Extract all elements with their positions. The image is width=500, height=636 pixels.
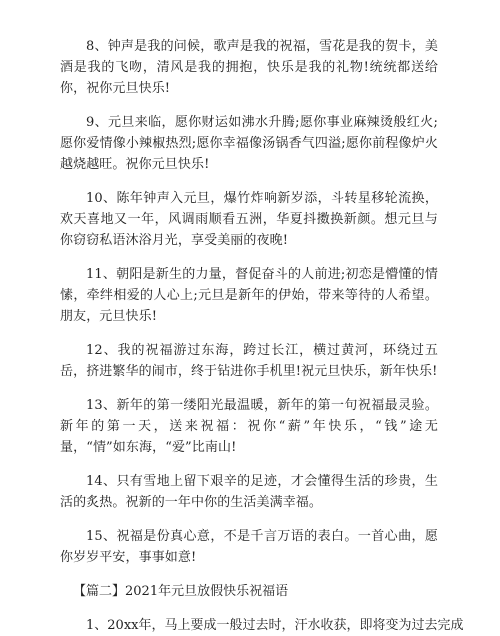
document-page (60, 36, 464, 633)
greeting-paragraph-10: 10、陈年钟声入元旦，爆竹炸响新岁添，斗转星移轮流换，欢天喜地又一年，风调雨顺看五洲，华夏抖擞换新颜。想元旦与你窃窃私语沐浴月光，享受美丽的夜晚! (60, 191, 438, 248)
greeting-paragraph-15: 15、祝福是份真心意，不是千言万语的表白。一首心曲，愿你岁岁平安，事事如意! (60, 529, 438, 565)
section-heading: 【篇二】2021年元旦放假快乐祝福语 (73, 584, 289, 599)
greeting-paragraph-14: 14、只有雪地上留下艰辛的足迹，才会懂得生活的珍贵，生活的炙热。祝新的一年中你的生活美满幸福。 (60, 474, 438, 510)
greeting-paragraph-13: 13、新年的第一缕阳光最温暖，新年的第一句祝福最灵验。新年的第一天，送来祝福：祝你“薪”年快乐，“钱”途无量，“情”如东海，“爱”比南山! (60, 398, 438, 455)
cut-off-line: 1、20xx年，马上要成一般过去时，汗水收获，即将变为过去完成 (86, 618, 464, 633)
greeting-paragraph-12: 12、我的祝福游过东海，跨过长江，横过黄河，环绕过五岳，挤进繁华的闹市，终于钻进你手机里!祝元旦快乐，新年快乐! (60, 343, 438, 379)
greeting-paragraph-8: 8、钟声是我的问候，歌声是我的祝福，雪花是我的贺卡，美酒是我的飞吻，清风是我的拥抱，快乐是我的礼物!统统都送给你，祝你元旦快乐! (60, 39, 438, 96)
greeting-paragraph-11: 11、朝阳是新生的力量，督促奋斗的人前进;初恋是懵懂的情愫，牵绊相爱的人心上;元旦是新年的伊始，带来等待的人希望。朋友，元旦快乐! (60, 267, 438, 324)
greeting-paragraph-9: 9、元旦来临，愿你财运如沸水升腾;愿你事业麻辣烫般红火;愿你爱情像小辣椒热烈;愿你幸福像汤锅香气四溢;愿你前程像炉火越烧越旺。祝你元旦快乐! (60, 115, 438, 172)
